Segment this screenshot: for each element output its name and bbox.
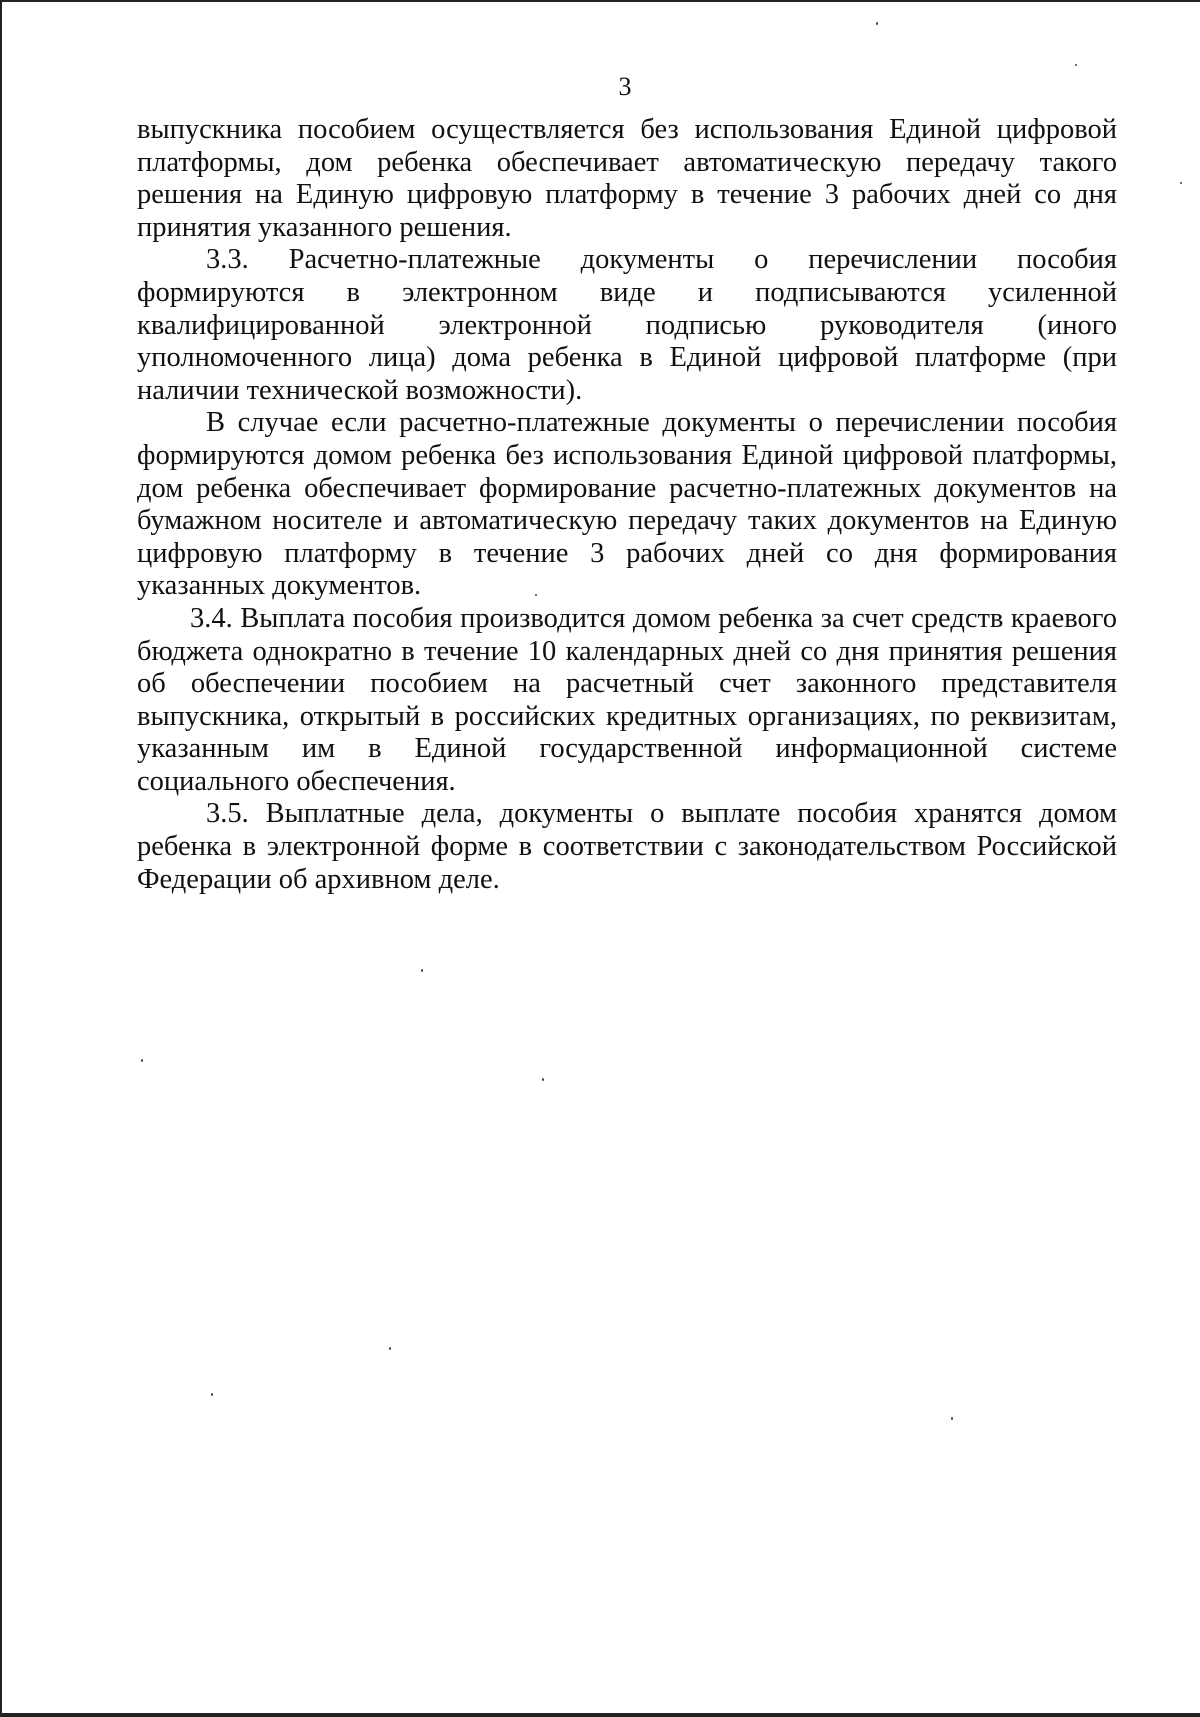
scan-speck bbox=[421, 969, 423, 972]
scan-speck bbox=[876, 22, 878, 25]
document-body bbox=[137, 114, 1117, 896]
scan-speck bbox=[1180, 182, 1182, 184]
scan-border-left bbox=[0, 0, 2, 1717]
page-number: 3 bbox=[618, 72, 632, 101]
scan-speck bbox=[542, 1078, 544, 1081]
paragraph-3-3: 3.3. Расчетно-платежные документы о перечислении пособия формируются в электронном виде и подписываются усиленной квалифицированной электронной подписью руководителя (иного уполномоченного лица) дома ребенка в Единой цифровой платформе (при наличии технической возможности). bbox=[137, 244, 1117, 406]
scan-speck bbox=[141, 1059, 143, 1062]
paragraph-3-5: 3.5. Выплатные дела, документы о выплате пособия хранятся домом ребенка в электронной форме в соответствии с законодательством Российской Федерации об архивном деле. bbox=[137, 798, 1117, 895]
scan-border-top bbox=[0, 0, 1200, 2]
scan-speck bbox=[951, 1417, 953, 1420]
scan-speck bbox=[389, 1347, 391, 1350]
paragraph-3-4: 3.4. Выплата пособия производится домом ребенка за счет средств краевого бюджета однократно в течение 10 календарных дней со дня принятия решения об обеспечении пособием на расчетный счет законного представителя выпускника, открытый в российских кредитных организациях, по реквизитам, указанным им в Единой государственной информационной системе социального обеспечения. bbox=[137, 602, 1117, 797]
scan-speck bbox=[535, 594, 537, 596]
scan-border-bottom bbox=[0, 1713, 1200, 1717]
paragraph-continuation: выпускника пособием осуществляется без использования Единой цифровой платформы, дом ребенка обеспечивает автоматическую передачу такого решения на Единую цифровую платформу в течение 3 рабочих дней со дня принятия указанного решения. bbox=[137, 114, 1117, 243]
scan-speck bbox=[211, 1393, 213, 1396]
paragraph-3-3-continued: В случае если расчетно-платежные документы о перечислении пособия формируются домом ребенка без использования Единой цифровой платформы, дом ребенка обеспечивает формирование расчетно-платежных документов на бумажном носителе и автоматическую передачу таких документов на Единую цифровую платформу в течение 3 рабочих дней со дня формирования указанных документов. bbox=[137, 407, 1117, 602]
scan-speck bbox=[1075, 64, 1077, 66]
